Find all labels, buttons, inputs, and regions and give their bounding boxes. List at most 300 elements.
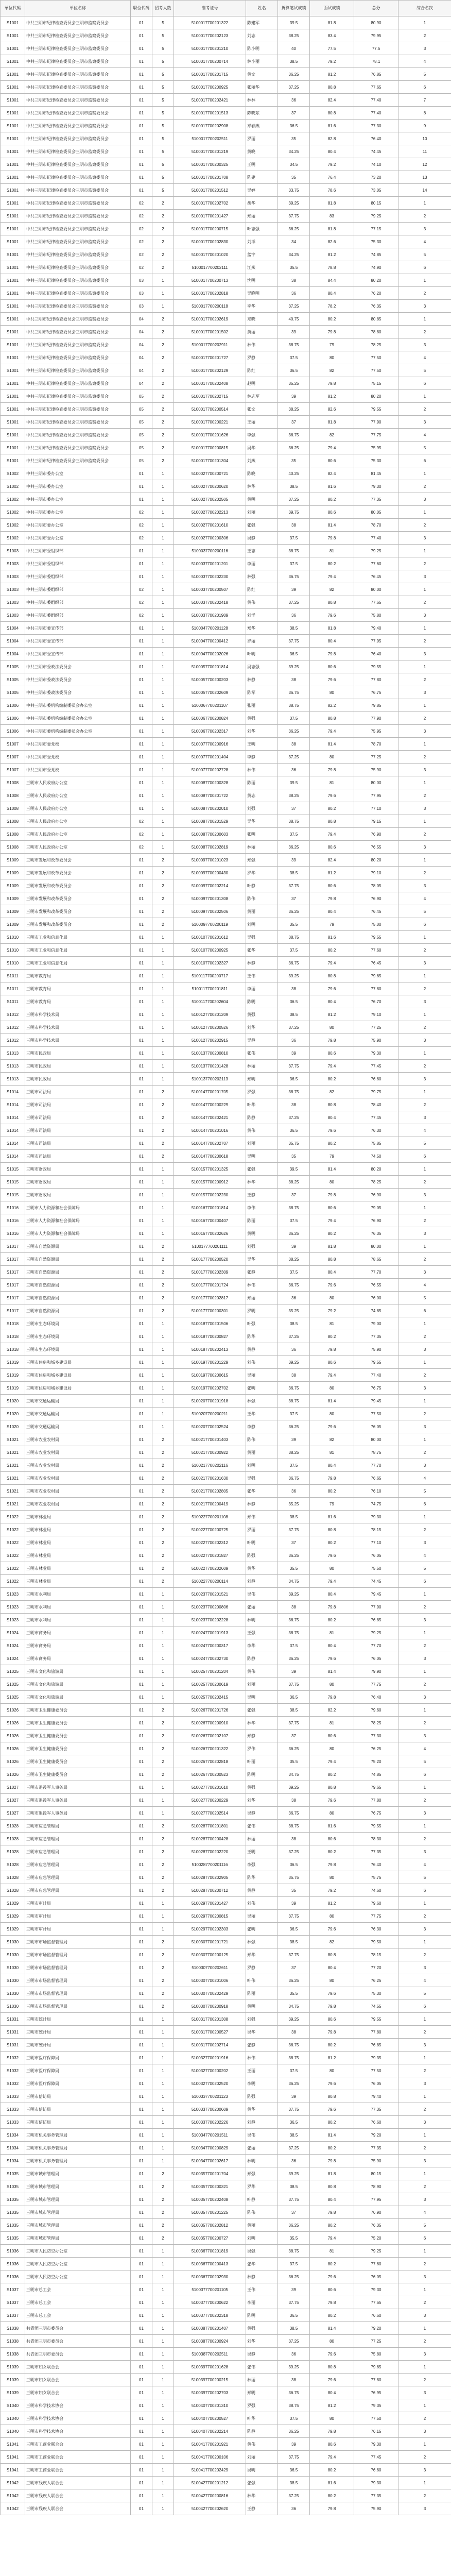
unit-name-cell: 三明市科学技术协会: [25, 2425, 131, 2438]
rank-cell: 2: [398, 828, 451, 841]
table-row: [1, 300, 451, 313]
unit-name-cell: 三明市应急管理局: [25, 1858, 131, 1871]
total-score-cell: 76.95: [354, 2386, 398, 2399]
interview-score-cell: 81.4: [310, 1665, 354, 1678]
written-score-cell: 38.75: [278, 1395, 310, 1408]
rank-cell: 1: [398, 854, 451, 867]
ticket-number-cell: 5100077700200916: [174, 738, 246, 751]
quota-cell: 1: [152, 751, 174, 764]
quota-cell: 1: [152, 2502, 174, 2515]
interview-score-cell: 79.6: [310, 1794, 354, 1807]
written-score-cell: 38.75: [278, 338, 310, 351]
unit-name-cell: 三明市工商业联合会: [25, 2464, 131, 2477]
quota-cell: 1: [152, 1588, 174, 1601]
written-score-cell: 35: [278, 454, 310, 467]
quota-cell: 1: [152, 1601, 174, 1614]
table-row: [1, 442, 451, 454]
table-row: [1, 2335, 451, 2348]
quota-cell: 5: [152, 107, 174, 120]
written-score-cell: 38: [278, 1833, 310, 1845]
rank-cell: 3: [398, 1923, 451, 1936]
name-cell: 郑强: [246, 854, 278, 867]
unit-code-cell: S1035: [1, 2193, 25, 2206]
unit-code-cell: S1010: [1, 931, 25, 944]
interview-score-cell: 80.8: [310, 1948, 354, 1961]
quota-cell: 1: [152, 686, 174, 699]
rank-cell: 1: [398, 1897, 451, 1910]
table-row: [1, 1266, 451, 1279]
position-code-cell: 01: [131, 1279, 152, 1292]
interview-score-cell: 80.8: [310, 712, 354, 725]
interview-score-cell: 83.4: [310, 29, 354, 42]
unit-name-cell: 三明市文化和旅游局: [25, 1691, 131, 1704]
written-score-cell: 38: [278, 2374, 310, 2386]
position-code-cell: 01: [131, 1588, 152, 1601]
unit-name-cell: 三明市残疾人联合会: [25, 2489, 131, 2502]
interview-score-cell: 80.4: [310, 2386, 354, 2399]
position-code-cell: 01: [131, 1884, 152, 1897]
interview-score-cell: 81.6: [310, 120, 354, 132]
total-score-cell: 74.45: [354, 1575, 398, 1588]
quota-cell: 1: [152, 2361, 174, 2374]
name-cell: 刘华: [246, 725, 278, 738]
interview-score-cell: 80.2: [310, 313, 354, 326]
quota-cell: 2: [152, 1562, 174, 1575]
name-cell: 刘洋: [246, 235, 278, 248]
written-score-cell: 37.5: [278, 532, 310, 545]
name-cell: 王明: [246, 738, 278, 751]
rank-cell: 1: [398, 1936, 451, 1948]
rank-cell: 5: [398, 248, 451, 261]
quota-cell: 1: [152, 1047, 174, 1060]
written-score-cell: 37.75: [278, 1910, 310, 1923]
quota-cell: 1: [152, 2335, 174, 2348]
unit-code-cell: S1017: [1, 1292, 25, 1304]
rank-cell: 2: [398, 673, 451, 686]
rank-cell: 5: [398, 1755, 451, 1768]
ticket-number-cell: 5100017700202421: [174, 94, 246, 107]
name-cell: 叶丽: [246, 1755, 278, 1768]
written-score-cell: 39: [278, 583, 310, 596]
table-row: [1, 480, 451, 493]
written-score-cell: 37.75: [278, 210, 310, 223]
name-cell: 林志军: [246, 390, 278, 403]
name-cell: 陈伟: [246, 892, 278, 905]
ticket-number-cell: 5100087700201722: [174, 789, 246, 802]
position-code-cell: 01: [131, 982, 152, 995]
ticket-number-cell: 5100427700200816: [174, 2489, 246, 2502]
rank-cell: 4: [398, 1279, 451, 1292]
rank-cell: 3: [398, 1730, 451, 1742]
unit-name-cell: 中共三明市委组织部: [25, 609, 131, 622]
ticket-number-cell: 5100347700201511: [174, 2129, 246, 2142]
written-score-cell: 35.5: [278, 918, 310, 931]
unit-name-cell: 中共三明市纪律检查委员会三明市监察委员会: [25, 16, 131, 29]
total-score-cell: 77.80: [354, 673, 398, 686]
total-score-cell: 79.25: [354, 210, 398, 223]
written-score-cell: 38.75: [278, 2052, 310, 2064]
quota-cell: 2: [152, 429, 174, 442]
name-cell: 王强: [246, 1626, 278, 1639]
rank-cell: 1: [398, 2052, 451, 2064]
position-code-cell: 01: [131, 1626, 152, 1639]
total-score-cell: 78.80: [354, 326, 398, 338]
position-code-cell: 01: [131, 1227, 152, 1240]
name-cell: 叶伟: [246, 1974, 278, 1987]
table-row: [1, 1086, 451, 1098]
written-score-cell: 33.75: [278, 184, 310, 197]
name-cell: 黄伟: [246, 1124, 278, 1137]
interview-score-cell: 80.4: [310, 1266, 354, 1279]
ticket-number-cell: 5100017700202129: [174, 364, 246, 377]
table-row: [1, 1201, 451, 1214]
ticket-number-cell: 5100227700201108: [174, 1511, 246, 1523]
ticket-number-cell: 5100027700200306: [174, 532, 246, 545]
ticket-number-cell: 5100037700201909: [174, 609, 246, 622]
total-score-cell: 80.05: [354, 506, 398, 519]
unit-code-cell: S1003: [1, 545, 25, 557]
position-code-cell: 01: [131, 2322, 152, 2335]
quota-cell: 2: [152, 1240, 174, 1253]
written-score-cell: 38.25: [278, 403, 310, 416]
rank-cell: 1: [398, 2283, 451, 2296]
name-cell: 郑丽: [246, 1292, 278, 1304]
quota-cell: 5: [152, 184, 174, 197]
table-row: [1, 931, 451, 944]
interview-score-cell: 81.2: [310, 390, 354, 403]
interview-score-cell: 79.4: [310, 1369, 354, 1382]
unit-name-cell: 中共三明市纪律检查委员会三明市监察委员会: [25, 184, 131, 197]
name-cell: 王明: [246, 1845, 278, 1858]
name-cell: 王伟: [246, 2283, 278, 2296]
total-score-cell: 80.15: [354, 197, 398, 210]
unit-name-cell: 共青团三明市委员会: [25, 2335, 131, 2348]
name-cell: 罗丽: [246, 132, 278, 145]
rank-cell: 1: [398, 699, 451, 712]
position-code-cell: 01: [131, 1858, 152, 1871]
quota-cell: 5: [152, 94, 174, 107]
interview-score-cell: 81.4: [310, 738, 354, 751]
interview-score-cell: 81: [310, 1717, 354, 1730]
interview-score-cell: 79.6: [310, 673, 354, 686]
rank-cell: 3: [398, 1073, 451, 1086]
quota-cell: 2: [152, 1717, 174, 1730]
written-score-cell: 38.5: [278, 55, 310, 68]
position-code-cell: 01: [131, 1073, 152, 1086]
ticket-number-cell: 5100157700201325: [174, 1163, 246, 1176]
table-row: [1, 338, 451, 351]
quota-cell: 1: [152, 519, 174, 532]
unit-name-cell: 三明市信访局: [25, 2090, 131, 2103]
ticket-number-cell: 5100327700202520: [174, 2077, 246, 2090]
unit-code-cell: S1007: [1, 751, 25, 764]
unit-name-cell: 三明市工商业联合会: [25, 2451, 131, 2464]
table-row: [1, 1511, 451, 1523]
ticket-number-cell: 5100057700201814: [174, 660, 246, 673]
unit-name-cell: 三明市人力资源和社会保障局: [25, 1201, 131, 1214]
unit-code-cell: S1021: [1, 1485, 25, 1498]
written-score-cell: 39: [278, 1897, 310, 1910]
quota-cell: 1: [152, 648, 174, 660]
interview-score-cell: 80: [310, 2064, 354, 2077]
table-row: [1, 210, 451, 223]
name-cell: 林华: [246, 1176, 278, 1189]
unit-name-cell: 三明市卫生健康委员会: [25, 1730, 131, 1742]
position-code-cell: 02: [131, 506, 152, 519]
interview-score-cell: 79.2: [310, 1304, 354, 1317]
table-row: [1, 532, 451, 545]
total-score-cell: 76.90: [354, 1214, 398, 1227]
table-row: [1, 68, 451, 81]
unit-name-cell: 三明市市场监督管理局: [25, 1961, 131, 1974]
table-row: [1, 120, 451, 132]
total-score-cell: 77.65: [354, 81, 398, 94]
name-cell: 陈丽: [246, 1214, 278, 1227]
unit-name-cell: 中共三明市委办公室: [25, 493, 131, 506]
quota-cell: 2: [152, 1266, 174, 1279]
position-code-cell: 01: [131, 1614, 152, 1626]
total-score-cell: 79.60: [354, 1704, 398, 1717]
interview-score-cell: 81.4: [310, 1163, 354, 1176]
interview-score-cell: 79.6: [310, 1549, 354, 1562]
rank-cell: 4: [398, 1124, 451, 1137]
total-score-cell: 77.15: [354, 223, 398, 235]
written-score-cell: 38: [278, 1794, 310, 1807]
rank-cell: 6: [398, 1498, 451, 1511]
written-score-cell: 37.5: [278, 944, 310, 957]
rank-cell: 1: [398, 1047, 451, 1060]
unit-code-cell: S1021: [1, 1459, 25, 1472]
table-row: [1, 1858, 451, 1871]
interview-score-cell: 81.2: [310, 68, 354, 81]
unit-code-cell: S1008: [1, 815, 25, 828]
quota-cell: 1: [152, 828, 174, 841]
unit-code-cell: S1027: [1, 1781, 25, 1794]
table-row: [1, 2477, 451, 2489]
table-row: [1, 2322, 451, 2335]
rank-cell: 2: [398, 1021, 451, 1034]
name-cell: 张明: [246, 1923, 278, 1936]
interview-score-cell: 79.8: [310, 326, 354, 338]
quota-cell: 1: [152, 493, 174, 506]
written-score-cell: 36.25: [278, 2077, 310, 2090]
total-score-cell: 76.55: [354, 1279, 398, 1292]
quota-cell: 1: [152, 2438, 174, 2451]
rank-cell: 6: [398, 1884, 451, 1897]
position-code-cell: 01: [131, 1060, 152, 1073]
written-score-cell: 34.25: [278, 248, 310, 261]
unit-code-cell: S1028: [1, 1845, 25, 1858]
position-code-cell: 01: [131, 2142, 152, 2155]
ticket-number-cell: 5100397700201628: [174, 2361, 246, 2374]
rank-cell: 9: [398, 120, 451, 132]
ticket-number-cell: 5100187700202413: [174, 1343, 246, 1356]
unit-code-cell: S1031: [1, 2013, 25, 2026]
total-score-cell: 74.60: [354, 1884, 398, 1897]
total-score-cell: 78.75: [354, 1446, 398, 1459]
quota-cell: 1: [152, 2013, 174, 2026]
name-cell: 李伟: [246, 1201, 278, 1214]
ticket-number-cell: 5100017700200714: [174, 55, 246, 68]
table-row: [1, 712, 451, 725]
written-score-cell: 39: [278, 2283, 310, 2296]
name-cell: 叶华: [246, 2412, 278, 2425]
total-score-cell: 75.90: [354, 2155, 398, 2167]
table-row: [1, 1987, 451, 2000]
position-code-cell: 01: [131, 918, 152, 931]
quota-cell: 2: [152, 377, 174, 390]
table-row: [1, 1523, 451, 1536]
interview-score-cell: 80.8: [310, 81, 354, 94]
interview-score-cell: 80.8: [310, 107, 354, 120]
rank-cell: 4: [398, 1549, 451, 1562]
total-score-cell: 76.90: [354, 892, 398, 905]
total-score-cell: 79.00: [354, 1317, 398, 1330]
unit-name-cell: 三明市司法局: [25, 1111, 131, 1124]
total-score-cell: 77.75: [354, 1678, 398, 1691]
position-code-cell: 01: [131, 94, 152, 107]
quota-cell: 1: [152, 2090, 174, 2103]
position-code-cell: 01: [131, 1549, 152, 1562]
ticket-number-cell: 5100277700200229: [174, 1794, 246, 1807]
written-score-cell: 36.25: [278, 1652, 310, 1665]
rank-cell: 1: [398, 1704, 451, 1717]
unit-name-cell: 中共三明市纪律检查委员会三明市监察委员会: [25, 261, 131, 274]
total-score-cell: 79.65: [354, 970, 398, 982]
table-row: [1, 2451, 451, 2464]
table-row: [1, 2206, 451, 2219]
total-score-cell: 80.20: [354, 854, 398, 867]
unit-name-cell: 三明市财政局: [25, 1176, 131, 1189]
ticket-number-cell: 5100147700201016: [174, 1124, 246, 1137]
interview-score-cell: 79.8: [310, 2026, 354, 2039]
written-score-cell: 37.25: [278, 1021, 310, 1034]
ticket-number-cell: 5100017700202619: [174, 313, 246, 326]
name-cell: 林强: [246, 570, 278, 583]
name-cell: 刘洋: [246, 609, 278, 622]
table-row: [1, 377, 451, 390]
ticket-number-cell: 5100427700201212: [174, 2477, 246, 2489]
table-row: [1, 892, 451, 905]
quota-cell: 1: [152, 2064, 174, 2077]
quota-cell: 1: [152, 557, 174, 570]
total-score-cell: 79.30: [354, 1511, 398, 1523]
unit-name-cell: 中共三明市纪律检查委员会三明市监察委员会: [25, 107, 131, 120]
rank-cell: 1: [398, 1356, 451, 1369]
interview-score-cell: 81.6: [310, 1820, 354, 1833]
unit-name-cell: 三明市妇女联合会: [25, 2361, 131, 2374]
name-cell: 刘伟: [246, 1356, 278, 1369]
rank-cell: 3: [398, 1189, 451, 1201]
unit-name-cell: 中共三明市委政法委员会: [25, 673, 131, 686]
interview-score-cell: 81.2: [310, 1897, 354, 1910]
rank-cell: 4: [398, 1858, 451, 1871]
total-score-cell: 78.70: [354, 519, 398, 532]
written-score-cell: 34.75: [278, 1768, 310, 1781]
ticket-number-cell: 5100147700201705: [174, 1086, 246, 1098]
rank-cell: 5: [398, 68, 451, 81]
interview-score-cell: 80.2: [310, 802, 354, 815]
unit-name-cell: 三明市自然资源局: [25, 1304, 131, 1317]
total-score-cell: 76.55: [354, 841, 398, 854]
total-score-cell: 77.35: [354, 493, 398, 506]
total-score-cell: 78.15: [354, 1948, 398, 1961]
unit-name-cell: 共青团三明市委员会: [25, 2348, 131, 2361]
unit-name-cell: 三明市人力资源和社会保障局: [25, 1214, 131, 1227]
position-code-cell: 01: [131, 1356, 152, 1369]
name-cell: 郑华: [246, 1948, 278, 1961]
rank-cell: 6: [398, 454, 451, 467]
table-row: [1, 648, 451, 660]
position-code-cell: 01: [131, 1292, 152, 1304]
written-score-cell: 38.5: [278, 867, 310, 879]
ticket-number-cell: 5100337700201123: [174, 2090, 246, 2103]
written-score-cell: 38: [278, 1098, 310, 1111]
name-cell: 叶静: [246, 879, 278, 892]
table-row: [1, 1498, 451, 1511]
unit-code-cell: S1028: [1, 1858, 25, 1871]
unit-name-cell: 中共三明市委组织部: [25, 545, 131, 557]
rank-cell: 1: [398, 815, 451, 828]
ticket-number-cell: 5100297700201427: [174, 1897, 246, 1910]
unit-name-cell: 三明市司法局: [25, 1098, 131, 1111]
name-cell: 林丽: [246, 1060, 278, 1073]
quota-cell: 1: [152, 635, 174, 648]
total-score-cell: 79.25: [354, 2245, 398, 2258]
rank-cell: 3: [398, 42, 451, 55]
table-row: [1, 248, 451, 261]
ticket-number-cell: 5100227700200725: [174, 1523, 246, 1536]
ticket-number-cell: 5100297700202303: [174, 1923, 246, 1936]
rank-cell: 1: [398, 2013, 451, 2026]
unit-code-cell: S1001: [1, 55, 25, 68]
ticket-number-cell: 5100017700201708: [174, 171, 246, 184]
table-row: [1, 2116, 451, 2129]
rank-cell: 5: [398, 1292, 451, 1304]
position-code-cell: 01: [131, 1665, 152, 1678]
total-score-cell: 79.55: [354, 1820, 398, 1833]
total-score-cell: 78.90: [354, 2180, 398, 2193]
unit-name-cell: 中共三明市委办公室: [25, 506, 131, 519]
name-cell: 张明: [246, 1382, 278, 1395]
unit-name-cell: 三明市应急管理局: [25, 1845, 131, 1858]
rank-cell: 3: [398, 2116, 451, 2129]
written-score-cell: 39.25: [278, 2361, 310, 2374]
unit-name-cell: 三明市机关事务管理局: [25, 2155, 131, 2167]
total-score-cell: 79.55: [354, 660, 398, 673]
unit-name-cell: 三明市人民政府办公室: [25, 776, 131, 789]
written-score-cell: 38: [278, 1369, 310, 1382]
position-code-cell: 01: [131, 1137, 152, 1150]
written-score-cell: 37.5: [278, 1639, 310, 1652]
position-code-cell: 01: [131, 2129, 152, 2142]
ticket-number-cell: 5100017700201304: [174, 454, 246, 467]
rank-cell: 2: [398, 2026, 451, 2039]
rank-cell: 3: [398, 2270, 451, 2283]
rank-cell: 2: [398, 2103, 451, 2116]
name-cell: 王明: [246, 158, 278, 171]
quota-cell: 1: [152, 1691, 174, 1704]
name-cell: 胡华: [246, 197, 278, 210]
ticket-number-cell: 5100017700201427: [174, 210, 246, 223]
name-cell: 李强: [246, 429, 278, 442]
position-code-cell: 01: [131, 1266, 152, 1279]
unit-code-cell: S1011: [1, 982, 25, 995]
rank-cell: 3: [398, 648, 451, 660]
unit-code-cell: S1022: [1, 1562, 25, 1575]
position-code-cell: 01: [131, 1923, 152, 1936]
unit-name-cell: 三明市城市管理局: [25, 2232, 131, 2245]
